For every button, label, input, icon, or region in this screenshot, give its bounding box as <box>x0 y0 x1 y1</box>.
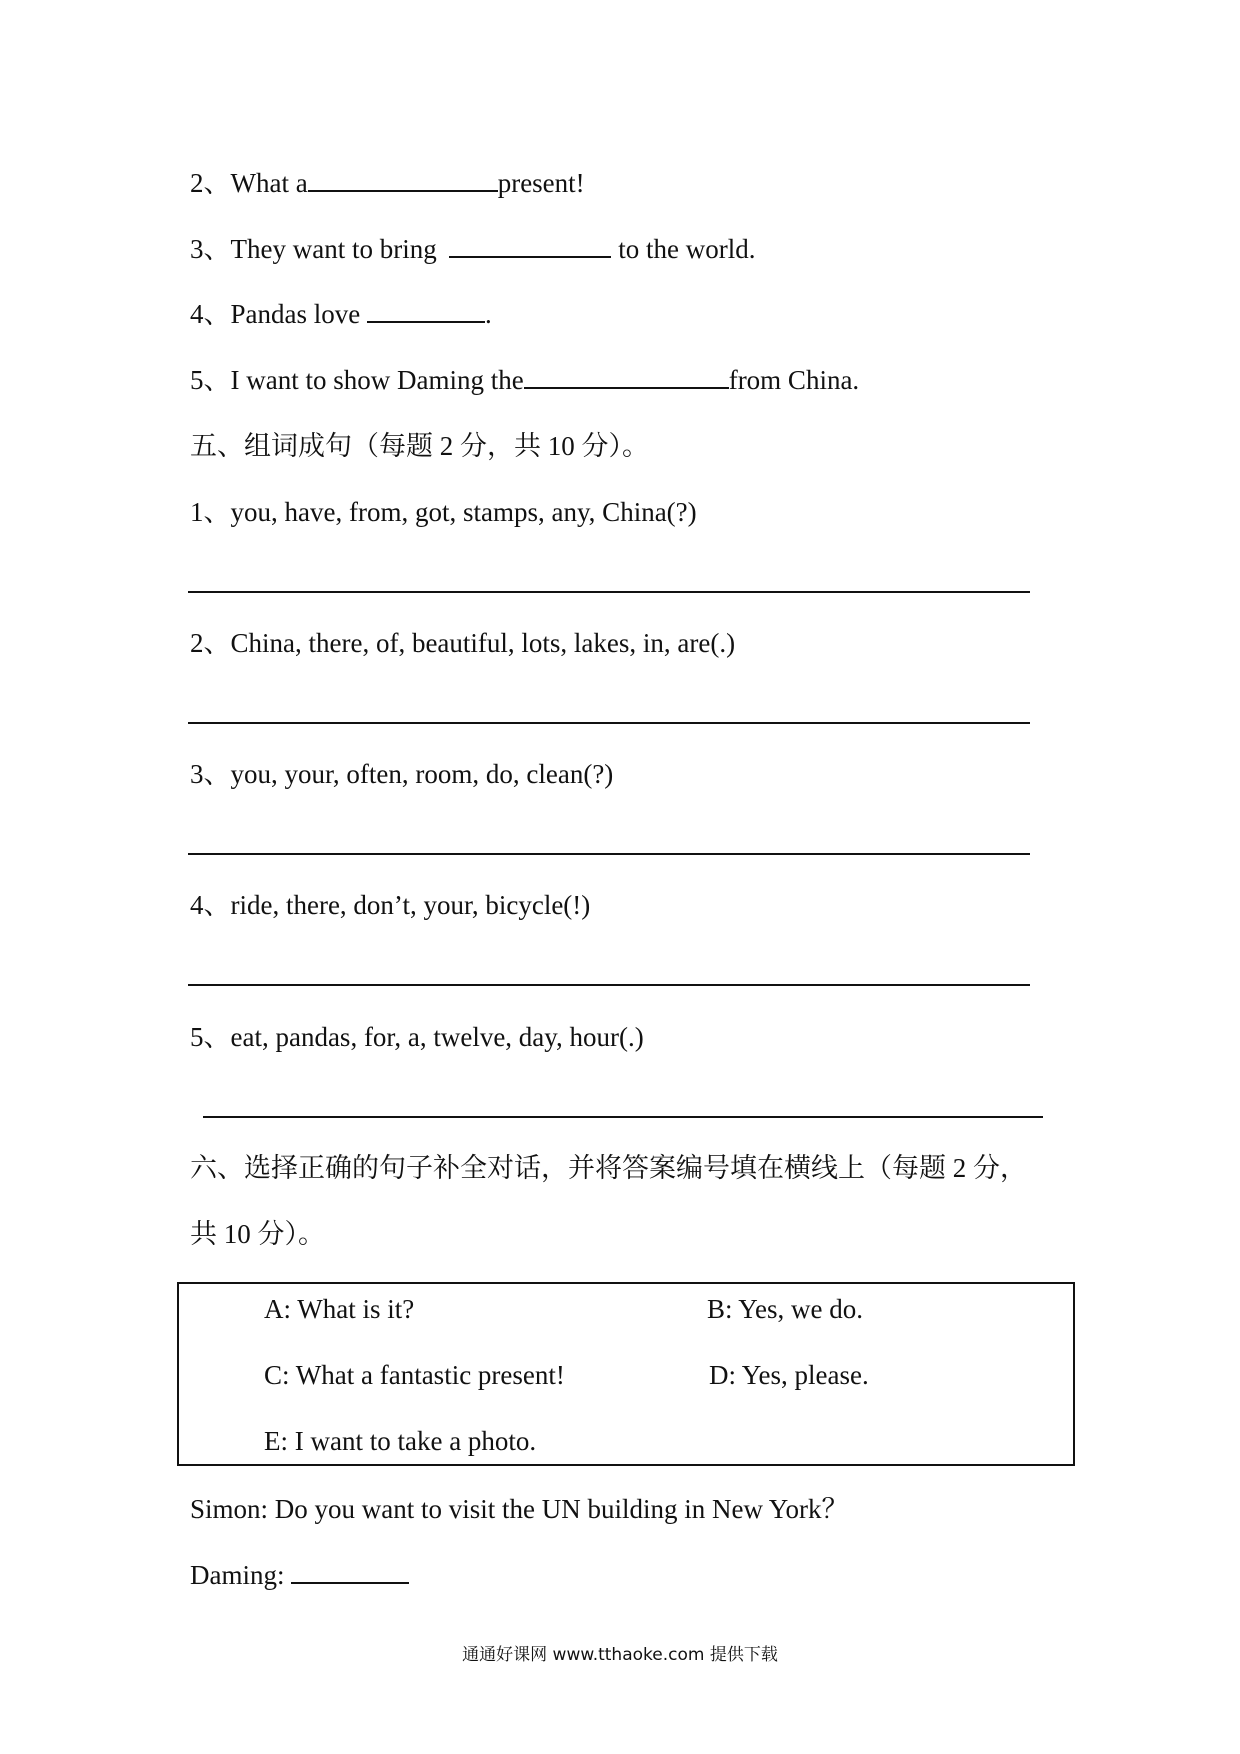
answer-blank[interactable] <box>291 1558 409 1584</box>
answer-line[interactable] <box>188 591 1030 593</box>
question-3-after: to the world. <box>611 234 756 264</box>
question-4 <box>190 297 492 331</box>
option-c: C: What a fantastic present! <box>264 1360 565 1390</box>
option-d: D: Yes, please. <box>709 1360 869 1390</box>
section-5-heading: 五、组词成句（每题 2 分，共 10 分）。 <box>190 431 649 461</box>
dialogue-daming-label: Daming: <box>190 1560 292 1590</box>
answer-line[interactable] <box>188 853 1030 855</box>
section-6-heading-line-1: 六、选择正确的句子补全对话，并将答案编号填在横线上（每题 2 分， <box>190 1153 1027 1183</box>
answer-line[interactable] <box>188 722 1030 724</box>
dialogue-daming <box>190 1558 409 1592</box>
answer-blank[interactable] <box>449 232 611 258</box>
question-5 <box>190 363 859 397</box>
section-5-item-5: 5、eat, pandas, for, a, twelve, day, hour(.) <box>190 1022 644 1052</box>
section-5-item-4: 4、ride, there, don’t, your, bicycle(!) <box>190 890 591 920</box>
question-4-after: . <box>484 299 492 329</box>
option-e: E: I want to take a photo. <box>264 1426 537 1456</box>
page-footer: 通通好课网 www.tthaoke.com 提供下载 <box>462 1645 778 1665</box>
question-3 <box>190 232 755 266</box>
question-2-before: 2、What a <box>190 168 308 198</box>
question-2 <box>190 166 585 200</box>
section-5-item-1: 1、you, have, from, got, stamps, any, China(?) <box>190 497 697 527</box>
answer-line[interactable] <box>203 1116 1043 1118</box>
question-4-before: 4、Pandas love <box>190 299 367 329</box>
section-5-item-2: 2、China, there, of, beautiful, lots, lakes, in, are(.) <box>190 628 736 658</box>
answer-blank[interactable] <box>367 297 485 323</box>
section-6-heading-line-2: 共 10 分）。 <box>190 1219 325 1249</box>
option-b: B: Yes, we do. <box>707 1294 864 1324</box>
answer-blank[interactable] <box>524 363 729 389</box>
dialogue-simon: Simon: Do you want to visit the UN building in New York？ <box>190 1494 849 1524</box>
options-box <box>177 1282 1075 1466</box>
answer-blank[interactable] <box>308 166 498 192</box>
question-5-before: 5、I want to show Daming the <box>190 365 524 395</box>
answer-line[interactable] <box>188 984 1030 986</box>
question-5-after: from China. <box>728 365 860 395</box>
question-3-before: 3、They want to bring <box>190 234 444 264</box>
question-2-after: present! <box>497 168 585 198</box>
option-a: A: What is it? <box>264 1294 415 1324</box>
section-5-item-3: 3、you, your, often, room, do, clean(?) <box>190 759 614 789</box>
